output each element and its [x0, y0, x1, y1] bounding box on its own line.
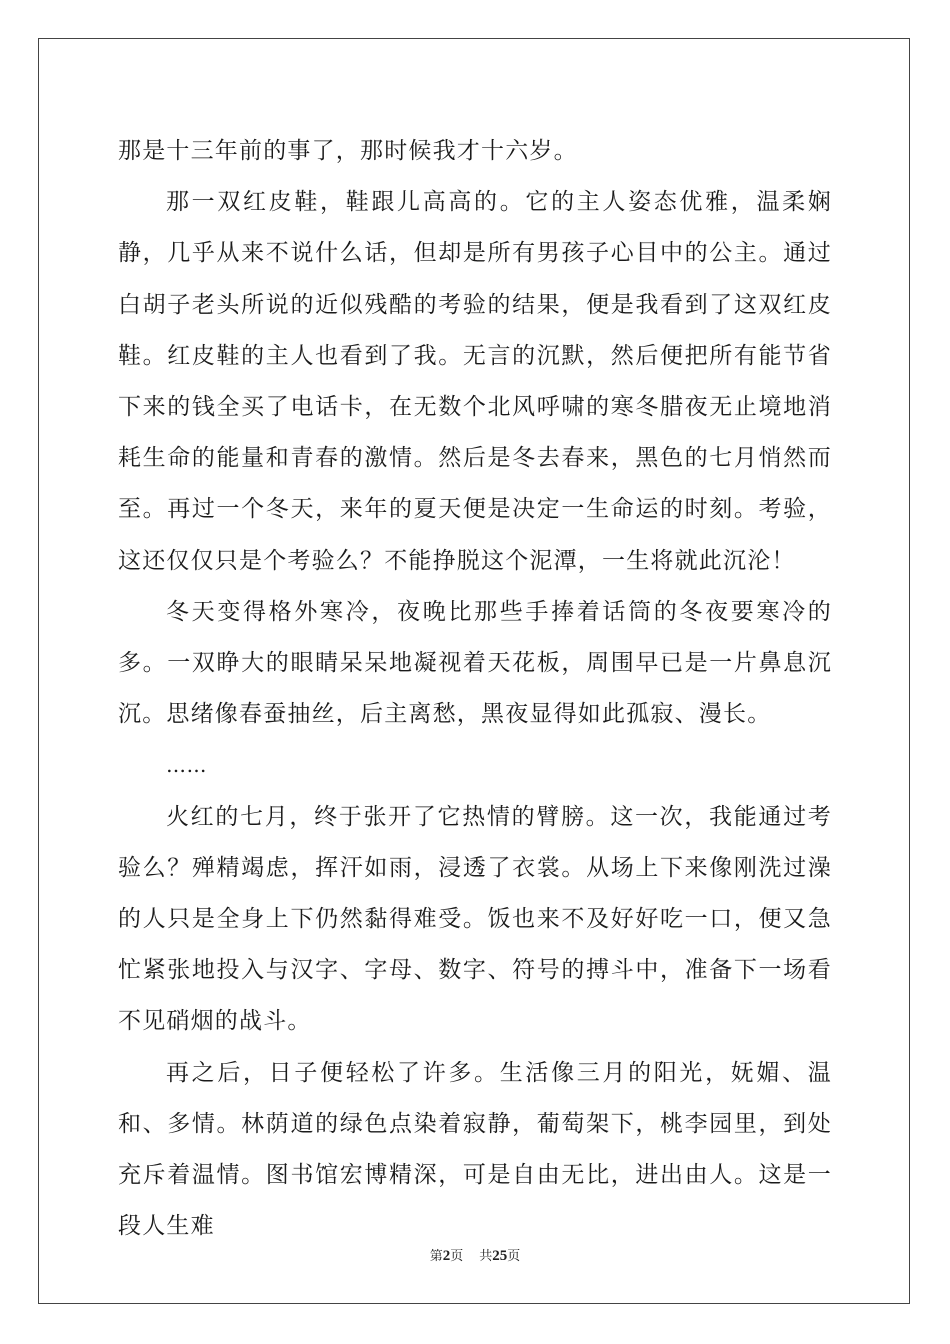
ellipsis-line: …… [166, 753, 207, 778]
paragraph: 火红的七月，终于张开了它热情的臂膀。这一次，我能通过考验么？殚精竭虑，挥汗如雨，浸透了衣裳。从场上下来像刚洗过澡的人只是全身上下仍然黏得难受。饭也来不及好好吃一口，便又急忙紧张地投入与汉字、字母、数字、符号的搏斗中，准备下一场看不见硝烟的战斗。 [118, 803, 832, 1035]
document-body [118, 126, 832, 1252]
page-number: 2 [442, 1248, 451, 1264]
paragraph: 那是十三年前的事了，那时候我才十六岁。 [118, 138, 578, 164]
total-suffix: 页 [507, 1249, 521, 1264]
total-prefix: 共 [479, 1249, 493, 1264]
page-suffix: 页 [450, 1249, 464, 1264]
page-footer [0, 1245, 950, 1265]
paragraph: 冬天变得格外寒冷，夜晚比那些手捧着话筒的冬夜要寒冷的多。一双睁大的眼睛呆呆地凝视着天花板，周围早已是一片鼻息沉沉。思绪像春蚕抽丝，后主离愁，黑夜显得如此孤寂、漫长。 [118, 598, 832, 728]
paragraph: 再之后，日子便轻松了许多。生活像三月的阳光，妩媚、温和、多情。林荫道的绿色点染着寂静，葡萄架下，桃李园里，到处充斥着温情。图书馆宏博精深，可是自由无比，进出由人。这是一段人生难 [118, 1059, 832, 1240]
page-prefix: 第 [429, 1249, 443, 1264]
paragraph: 那一双红皮鞋，鞋跟儿高高的。它的主人姿态优雅，温柔娴静，几乎从来不说什么话，但却是所有男孩子心目中的公主。通过白胡子老头所说的近似残酷的考验的结果，便是我看到了这双红皮鞋。红皮鞋的主人也看到了我。无言的沉默，然后便把所有能节省下来的钱全买了电话卡，在无数个北风呼啸的寒冬腊夜无止境地消耗生命的能量和青春的激情。然后是冬去春来，黑色的七月悄然而至。再过一个冬天，来年的夏天便是决定一生命运的时刻。考验，这还仅仅只是个考验么？不能挣脱这个泥潭，一生将就此沉沦！ [118, 189, 832, 574]
total-pages: 25 [492, 1248, 508, 1264]
